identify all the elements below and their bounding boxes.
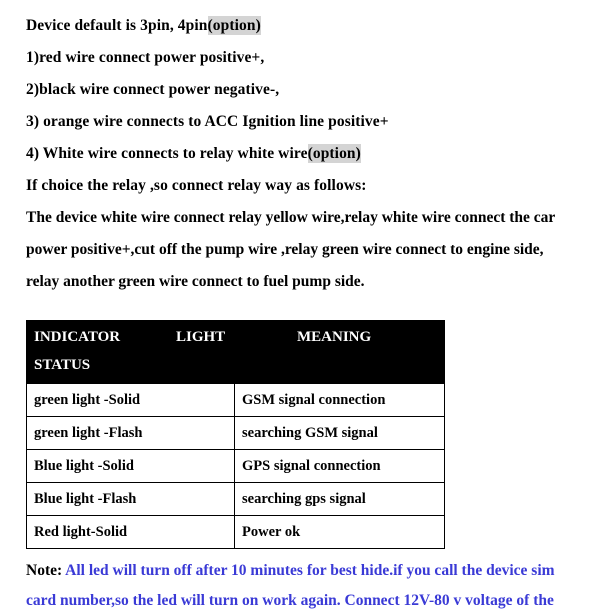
cell-meaning: searching gps signal <box>235 483 445 516</box>
table-header-band <box>27 321 445 384</box>
relay-paragraph-line-2: power positive+,cut off the pump wire ,relay green wire connect to engine side, <box>26 241 544 258</box>
instruction-line-3 <box>26 74 592 106</box>
note-label: Note: <box>26 562 63 579</box>
option-badge-pin: (option) <box>207 17 261 34</box>
instruction-line-3-text: 2)black wire connect power negative-, <box>26 81 280 98</box>
note-text-line-2: card number,so the led will turn on work again. Connect 12V-80 v voltage of the <box>26 592 554 609</box>
instruction-line-6 <box>26 170 592 202</box>
instruction-line-1 <box>26 10 592 42</box>
relay-paragraph-line-3: relay another green wire connect to fuel pump side. <box>26 273 365 290</box>
relay-paragraph-line-1: The device white wire connect relay yellow wire,relay white wire connect the car <box>26 209 556 226</box>
instruction-line-1-text: Device default is 3pin, 4pin <box>26 17 208 34</box>
table-header-status: STATUS <box>34 357 91 373</box>
note-line-1 <box>26 556 596 586</box>
instruction-line-4 <box>26 106 592 138</box>
cell-status: Blue light -Flash <box>27 483 235 516</box>
relay-paragraph <box>26 202 592 298</box>
instruction-list <box>26 10 592 202</box>
cell-meaning: searching GSM signal <box>235 417 445 450</box>
instruction-line-6-text: If choice the relay ,so connect relay way as follows: <box>26 177 367 194</box>
option-badge-white-wire: (option) <box>307 145 361 162</box>
instruction-line-5 <box>26 138 592 170</box>
instruction-line-2 <box>26 42 592 74</box>
table-row <box>27 384 445 417</box>
table-row <box>27 417 445 450</box>
indicator-light-table <box>26 320 445 549</box>
instruction-line-4-text: 3) orange wire connects to ACC Ignition line positive+ <box>26 113 389 130</box>
table-row <box>27 483 445 516</box>
cell-meaning: GPS signal connection <box>235 450 445 483</box>
cell-status: green light -Solid <box>27 384 235 417</box>
instruction-line-5-text: 4) White wire connects to relay white wire <box>26 145 308 162</box>
table-header-row <box>27 321 445 384</box>
note-block <box>26 556 596 616</box>
cell-status: Red light-Solid <box>27 516 235 549</box>
table-row <box>27 450 445 483</box>
cell-meaning: GSM signal connection <box>235 384 445 417</box>
table-header-indicator: INDICATOR <box>34 329 121 345</box>
table-header-light: LIGHT <box>176 329 226 345</box>
table-header-meaning: MEANING <box>297 329 372 345</box>
cell-status: Blue light -Solid <box>27 450 235 483</box>
table-row <box>27 516 445 549</box>
note-text-line-1: All led will turn off after 10 minutes for best hide.if you call the device sim <box>62 562 555 579</box>
cell-meaning: Power ok <box>235 516 445 549</box>
instruction-line-2-text: 1)red wire connect power positive+, <box>26 49 265 66</box>
cell-status: green light -Flash <box>27 417 235 450</box>
